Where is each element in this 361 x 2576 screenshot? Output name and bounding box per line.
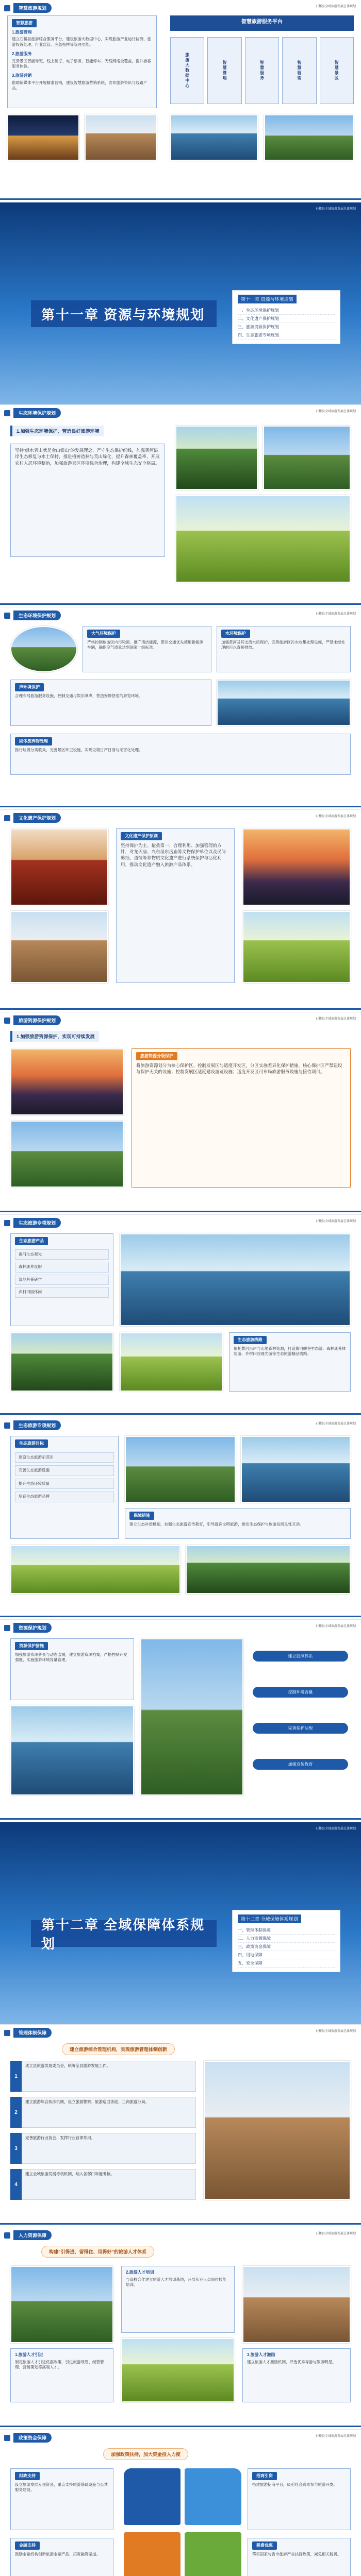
card-title: 固体废弃物处理 [15,737,52,745]
hills-photo [10,1121,124,1188]
wetland-photo [241,1436,351,1503]
header-badge-icon [4,2435,10,2441]
guide-photo [242,2266,351,2343]
eco-goals-box [10,1436,119,1539]
slide-cultural-heritage [0,810,361,1012]
resource-text: 将旅游资源划分为核心保护区、控制发展区与适度开发区，分区实施差异化保护措施，核心保护区严禁建设与保护无关的设施；控制发展区适度建设游览设施；适度开发区可布局旅游服务设施与接待项目。 [136,1062,342,1074]
box-tag: 生态旅游线路 [234,1336,267,1344]
forest-photo [175,426,258,490]
chapter-toc [232,290,340,344]
slide-policy-funds [0,2430,361,2576]
card-text: 落实国家与省市旅游产业扶持政策，减免相关税费。 [252,2551,341,2556]
policy-card [248,2538,351,2576]
night-city-photo [7,114,79,161]
slide-chapter-11 [0,202,361,405]
item-text: 建立全域旅游发展考核机制，纳入各部门年度考核。 [22,2169,196,2200]
header-badge-icon [4,1422,10,1429]
toc-item[interactable]: 四、用地保障 [238,1951,335,1959]
footer-bar [0,198,361,200]
banner: 构建“引得进、留得住、用得好”的旅游人才体系 [41,2246,154,2258]
puzzle-piece [185,2532,241,2576]
box-tag: 智慧旅游 [12,19,37,27]
doc-title: 石楼县全域旅游发展总体规划 [315,1625,356,1628]
toc-item[interactable]: 二、文化遗产保护规划 [238,315,335,323]
card-title: 声环境保护 [15,683,44,691]
round-photo [10,626,77,672]
toc-item[interactable]: 一、生态环境保护规划 [238,307,335,315]
card [217,626,351,672]
card-title: 水环境保护 [221,630,250,638]
toc-item[interactable]: 三、旅游资源保护规划 [238,323,335,331]
field-photo [120,1332,223,1392]
heritage-text: 坚持保护为主、抢救第一、合理利用、加强管理的方针，对龙天庙、兴东垣东岳庙等文物保护单位以及民间剪纸、道情等非物质文化遗产进行系统保护与活化利用，推动文化遗产融入旅游产品体系。 [121,842,226,867]
puzzle-piece [124,2468,180,2525]
item-title: 1.旅游管理 [12,29,32,35]
slide-resource-protection-2 [0,1620,361,1822]
item-text: 完善景区智能导览、线上预订、电子票务、智能停车、无线网络全覆盖，提升游客服务体验。 [12,58,151,69]
header-badge-icon [4,5,10,11]
platform-title: 智慧旅游服务平台 [170,15,354,31]
item-text: 完善旅游行业协会，发挥行业自律作用。 [22,2133,196,2164]
toc-item[interactable]: 五、安全保障 [238,1959,335,1968]
banner: 建立旅游综合管理机构，实现旅游管理体制创新 [62,2043,175,2055]
box-title: 2.旅游人才培训 [126,2270,154,2275]
village-photo [242,911,351,983]
toc-head: 第十一章 资源与环境规划 [238,295,297,303]
river-panorama-photo [120,1233,351,1326]
river-photo [217,680,351,726]
routes-text: 依托黄河沿岸与山地森林资源，打造黄河峡谷生态游、森林康养体验游、乡村田园观光游等生态旅游精品线路。 [234,1346,346,1357]
card-title: 招商引资 [252,2472,277,2480]
footer-bar [0,1008,361,1010]
sub-title: 1.加强旅游资源保护，实现可持续发展 [10,1031,99,1042]
measure-pill: 控制环境容量 [253,1687,348,1698]
doc-title: 石楼县全域旅游发展总体规划 [315,2232,356,2235]
smart-tourism-box [7,15,157,108]
doc-title: 石楼县全域旅游发展总体规划 [315,1827,356,1831]
puzzle-piece [185,2468,241,2525]
slide-title: 旅游资源保护规划 [13,1015,61,1025]
measure-pill: 加强宣传教育 [253,1759,348,1770]
toc-head: 第十二章 全域保障体系规划 [238,1914,301,1923]
canyon-photo [140,1638,243,1795]
card-text: 加强黄河及其支流水质保护，完善旅游区污水收集处理设施，严禁未经处理的污水直接排放。 [221,639,345,650]
slide-eco-protection-cards [0,607,361,810]
hr-box [121,2266,235,2333]
temple-photo [10,828,108,906]
resource-box [132,1048,351,1188]
card-title: 大气环境保护 [87,630,120,638]
eco-products-box [10,1233,113,1326]
toc-item[interactable]: 四、生态旅游专项规划 [238,331,335,340]
slide-title: 文化遗产保护规划 [13,813,61,823]
measures-box [10,1638,134,1700]
doc-title: 石楼县全域旅游发展总体规划 [315,815,356,818]
box-tag: 生态旅游目标 [15,1439,48,1448]
card-text: 合理布局旅游服务设施，控制交通与娱乐噪声，营造安静舒适的游览环境。 [15,693,143,698]
list-item [10,2133,196,2164]
hr-box [10,2348,113,2402]
doc-title: 石楼县全域旅游发展总体规划 [315,1018,356,1021]
eco-text-box [10,444,165,557]
measures-text: 建立生态补偿机制，加强生态旅游宣传教育，引导游客文明旅游，推动生态保护与旅游发展良性互动。 [129,1521,304,1527]
box-tag: 文化遗产保护原则 [121,832,162,840]
woods-photo [186,1545,351,1594]
slide-title: 智慧旅游规划 [13,3,52,13]
header-badge-icon [4,1220,10,1226]
list-item: 培育生态旅游品牌 [15,1492,114,1502]
forest-photo [10,1332,113,1392]
list-item [10,2169,196,2200]
sunset-photo [10,1048,124,1115]
toc-item[interactable]: 一、管理体制保障 [238,1926,335,1935]
header-badge-icon [4,815,10,821]
team-photo [10,2266,113,2343]
slide-header [4,1623,52,1633]
footer-bar [0,1211,361,1212]
eco-routes-box [229,1332,351,1392]
slide-smart-tourism [0,0,361,202]
hr-box [242,2348,351,2402]
lake-photo [170,114,258,161]
old-building-photo [10,911,108,983]
item-number: 4 [10,2169,22,2200]
box-text: 制定旅游人才引进优惠政策，引进旅游规划、经营管理、营销策划等高端人才。 [15,2359,104,2370]
slide-header [4,2028,52,2038]
header-badge-icon [4,2232,10,2239]
footer-bar [0,806,361,807]
slide-header [4,408,61,418]
footer-bar [0,2223,361,2225]
header-badge-icon [4,613,10,619]
slide-header [4,1015,61,1025]
policy-card [10,2538,113,2576]
doc-title: 石楼县全域旅游发展总体规划 [315,2030,356,2033]
box-text: 建立旅游人才激励机制，评选优秀导游与服务明星。 [247,2359,336,2364]
terrace-photo [10,1545,180,1594]
card-title: 税费优惠 [252,2541,277,2550]
list-item: 黄河生态观光 [15,1249,109,1260]
measures-text: 加强旅游资源普查与动态监测，建立旅游资源档案，严格控制开发强度，实施旅游环境容量管理。 [15,1652,127,1663]
toc-item[interactable]: 二、人力资源保障 [238,1935,335,1943]
chapter-toc [232,1910,340,1972]
list-item: 乡村田园休闲 [15,1287,109,1298]
item-text: 借助新媒体平台开展精准营销，建设智慧旅游营销系统，发布旅游资讯与线路产品。 [12,80,147,91]
item-text: 成立县旅游发展委员会，统筹全县旅游发展工作。 [22,2061,196,2092]
list-item [10,2097,196,2128]
footer-bar [0,2426,361,2427]
box-title: 3.旅游人才激励 [247,2352,275,2357]
doc-title: 石楼县全域旅游发展总体规划 [315,5,356,8]
slide-title: 人力资源保障 [13,2230,52,2240]
policy-card [10,2468,113,2530]
puzzle-piece [124,2532,180,2576]
item-title: 3.旅游营销 [12,73,32,78]
slide-title: 生态旅游专项规划 [13,1420,61,1430]
slide-title: 生态环境保护规划 [13,408,61,418]
card-text: 搭建旅游招商平台，吸引社会资本参与旅游开发。 [252,2482,337,2487]
header-badge-icon [4,1625,10,1631]
list-item [10,2061,196,2092]
diagram-node: 智慧管理 [207,37,241,104]
slide-title: 政策资金保障 [13,2433,52,2443]
slide-title: 资源保护规划 [13,1623,52,1633]
card [83,626,211,672]
item-title: 2.旅游服务 [12,51,32,56]
item-text: 建立旅游综合执法机制，设立旅游警察、旅游巡回法庭、工商旅游分局。 [22,2097,196,2128]
mountain-photo [263,426,351,490]
footer-bar [0,603,361,605]
box-tag: 资源保护措施 [15,1642,48,1650]
measures-box [125,1508,351,1539]
card-text: 设立旅游发展专项资金，重点支持旅游基础设施与公共服务建设。 [15,2482,108,2493]
policy-card [248,2468,351,2530]
slide-resource-protection [0,1012,361,1215]
slide-title: 管理体制保障 [13,2028,52,2038]
footer-bar [0,1413,361,1415]
slide-eco-tourism-1 [0,1215,361,1417]
item-text: 建立石楼县旅游综合服务平台，建设旅游大数据中心，实现旅游产业运行监测、旅游投诉处理、行业监管、应急指挥等管理功能。 [12,37,151,47]
slide-chapter-12 [0,1822,361,2025]
eco-text: 坚持“绿水青山就是金山银山”的发展理念，严守生态保护红线，加强黄河沿岸生态修复与水土保持，推进植树造林与荒山绿化，提升森林覆盖率，开展农村人居环境整治，加强旅游景区环境综合治理，构建全域生态安全格局。 [15,448,160,466]
chapter-title: 第十一章 资源与环境规划 [31,300,217,327]
measure-pill: 建立监测体系 [253,1651,348,1662]
item-number: 3 [10,2133,22,2164]
slide-header [4,2230,52,2240]
list-item: 完善生态旅游设施 [15,1465,114,1476]
doc-title: 石楼县全域旅游发展总体规划 [315,1220,356,1223]
diagram-node: 智慧景区 [320,37,354,104]
slide-eco-tourism-2 [0,1417,361,1620]
card [10,680,211,726]
card [10,734,351,775]
slide-header [4,1420,61,1430]
banner: 加强政策扶持，加大资金投入力度 [103,2448,188,2460]
card-title: 金融支持 [15,2541,40,2550]
header-badge-icon [4,2030,10,2036]
slide-header [4,3,52,13]
slide-header [4,2433,52,2443]
item-number: 2 [10,2097,22,2128]
box-tag: 生态旅游产品 [15,1237,48,1245]
footer-bar [0,1818,361,1820]
header-badge-icon [4,1018,10,1024]
training-photo [121,2338,235,2402]
slide-header [4,813,61,823]
heritage-box [116,828,235,983]
toc-item[interactable]: 三、政策资金保障 [238,1943,335,1951]
doc-title: 石楼县全域旅游发展总体规划 [315,613,356,616]
box-text: 与高校合作建立旅游人才培训基地，开展从业人员岗位技能培训。 [126,2277,226,2287]
diagram-node: 智慧服务 [245,37,279,104]
box-title: 1.旅游人才引进 [15,2352,43,2357]
reservoir-photo [10,1705,134,1795]
measure-pill: 完善保护法规 [253,1723,348,1734]
item-number: 1 [10,2061,22,2092]
landscape-photo [264,114,354,161]
list-item: 提升生态环境质量 [15,1479,114,1489]
chapter-title: 第十二章 全域保障体系规划 [31,1920,217,1947]
slide-header [4,1218,61,1228]
box-tag: 保障措施 [129,1512,154,1520]
sub-title: 1.加强生态环境保护，营造良好旅游环境 [10,426,104,436]
scenic-town-photo [85,114,157,161]
list-item: 建设生态旅游示范区 [15,1452,114,1463]
pagoda-photo [242,828,351,906]
diagram-node: 旅游大数据中心 [170,37,204,104]
doc-title: 石楼县全域旅游发展总体规划 [315,208,356,211]
slide-management [0,2025,361,2227]
card-text: 推行垃圾分类收集，完善景区环卫设施，实现垃圾日产日清与无害化处理。 [15,747,143,752]
list-item: 湿地科普研学 [15,1275,109,1285]
slide-eco-protection [0,405,361,607]
list-item: 森林康养度假 [15,1262,109,1273]
office-photo [204,2061,351,2200]
slide-title: 生态旅游专项规划 [13,1218,61,1228]
box-tag: 旅游资源分级保护 [136,1052,177,1060]
grassland-photo [125,1436,236,1503]
card-text: 鼓励金融机构创新旅游金融产品，拓宽融资渠道。 [15,2551,100,2556]
green-valley-photo [175,495,351,583]
slide-header [4,611,61,620]
header-badge-icon [4,410,10,416]
slide-human-resources [0,2227,361,2430]
diagram-node: 智慧营销 [282,37,316,104]
slide-title: 生态环境保护规划 [13,611,61,620]
doc-title: 石楼县全域旅游发展总体规划 [315,2435,356,2438]
doc-title: 石楼县全域旅游发展总体规划 [315,410,356,413]
doc-title: 石楼县全域旅游发展总体规划 [315,1422,356,1426]
footer-bar [0,1616,361,1617]
card-text: 严格控制旅游区内污染源，推广清洁能源，景区交通优先使用新能源车辆，确保空气质量达到国家一级标准。 [87,639,203,650]
card-title: 财政支持 [15,2472,40,2480]
